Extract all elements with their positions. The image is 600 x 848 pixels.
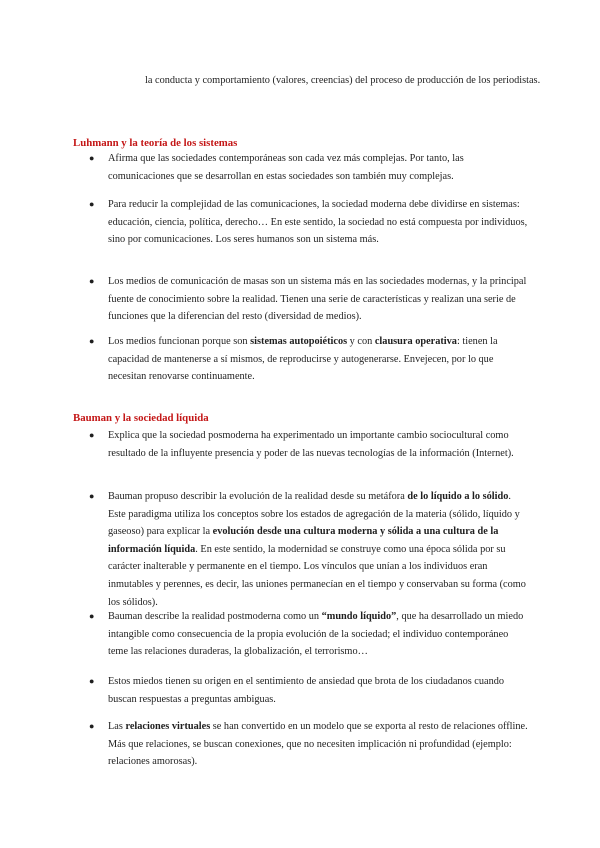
bullet-icon: ● (89, 153, 95, 163)
bullet-icon: ● (89, 721, 95, 731)
list-item-text: Los medios funcionan porque son sistemas autopoiéticos y con clausura operativa: tienen la capacidad de mantenerse a sí mismos, de reproducirse y autogenerarse. Envejecen, por lo que necesitan renovarse continuamente. (108, 336, 498, 383)
bold-term: relaciones virtuales (125, 721, 211, 732)
bold-term: “mundo líquido” (321, 611, 397, 622)
bullet-icon: ● (89, 491, 95, 501)
list-item (89, 427, 528, 462)
list-item (89, 273, 528, 326)
list-item (89, 196, 528, 249)
bullet-icon: ● (89, 611, 95, 621)
bullet-icon: ● (89, 336, 95, 346)
list-item (89, 488, 528, 611)
list-item (89, 673, 528, 708)
list-item (89, 718, 528, 771)
list-item-text: Afirma que las sociedades contemporáneas son cada vez más complejas. Por tanto, las comunicaciones que se desarrollan en estas sociedades son también muy complejas. (108, 153, 464, 182)
list-item-text: Estos miedos tienen su origen en el sentimiento de ansiedad que brota de los ciudadanos cuando buscan respuestas a preguntas ambiguas. (108, 676, 505, 705)
bullet-icon: ● (89, 199, 95, 209)
section-heading-luhmann: Luhmann y la teoría de los sistemas (73, 137, 238, 149)
list-item-text: Para reducir la complejidad de las comunicaciones, la sociedad moderna debe dividirse en sistemas: educación, ciencia, política, derecho… En este sentido, la sociedad no está compuesta por individuos, sino por comunicaciones. Los seres humanos son un sistema más. (108, 199, 528, 246)
list-item (89, 150, 528, 185)
list-item-text: Bauman describe la realidad postmoderna como un “mundo líquido”, que ha desarrollado un miedo intangible como consecuencia de la propia evolución de la sociedad; el individuo contemporáneo teme las relaciones duraderas, la globalización, el terrorismo… (108, 611, 524, 658)
list-item-text: Explica que la sociedad posmoderna ha experimentado un importante cambio sociocultural como resultado de la influyente presencia y poder de las nuevas tecnologías de la información (Internet). (108, 430, 514, 459)
list-item-text: Los medios de comunicación de masas son un sistema más en las sociedades modernas, y la principal fuente de conocimiento sobre la realidad. Tienen una serie de características y realizan una serie de funciones que la diferencian del resto (diversidad de medios). (108, 276, 527, 323)
bold-term: evolución desde una cultura moderna y sólida a una cultura de la información líquida (108, 526, 499, 555)
bullet-icon: ● (89, 276, 95, 286)
bold-term: de lo líquido a lo sólido (407, 491, 509, 502)
list-item (89, 608, 528, 661)
continuation-paragraph: la conducta y comportamiento (valores, creencias) del proceso de producción de los periodistas. (145, 75, 541, 86)
section-heading-bauman: Bauman y la sociedad líquida (73, 412, 209, 424)
list-item-text: Las relaciones virtuales se han convertido en un modelo que se exporta al resto de relaciones offline. Más que relaciones, se buscan conexiones, que no necesiten implicación ni profundidad (ejemplo: relaciones amorosas). (108, 721, 528, 768)
bullet-icon: ● (89, 430, 95, 440)
list-item-text: Bauman propuso describir la evolución de la realidad desde su metáfora de lo líquido a lo sólido. Este paradigma utiliza los conceptos sobre los estados de agregación de la materia (sólido, líquido y gaseoso) para explicar la evolución desde una cultura moderna y sólida a una cultura de la información líquida. En este sentido, la modernidad se construye como una época sólida por su carácter inalterable y permanente en el tiempo. Los vínculos que unían a los individuos eran inmutables y perennes, es decir, las uniones permanecían en el tiempo y conservaban su forma (como los sólidos). (108, 491, 526, 608)
bullet-icon: ● (89, 676, 95, 686)
bold-term: clausura operativa (374, 336, 457, 347)
bold-term: sistemas autopoiéticos (250, 336, 348, 347)
list-item (89, 333, 528, 386)
